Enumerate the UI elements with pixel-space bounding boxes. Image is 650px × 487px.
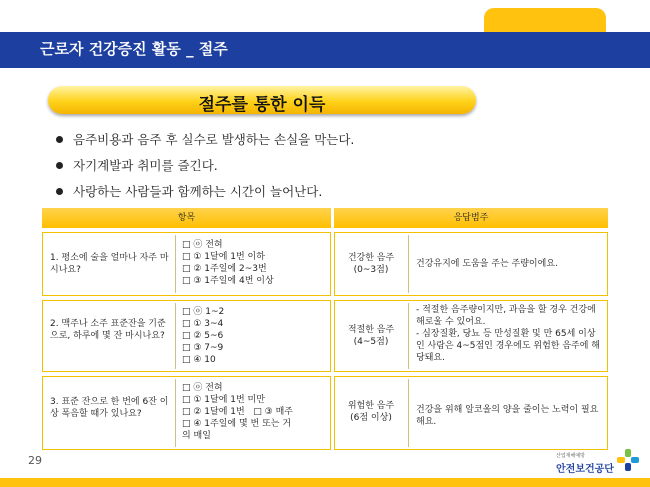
column-divider	[408, 379, 409, 447]
answer-options: □ ⓞ 전혀 □ ① 1달에 1번 미만 □ ② 1달에 1번 □ ③ 매주 □ ④ 1주일에 몇 번 또는 거 의 매일	[182, 383, 293, 441]
category-description: 건강을 위해 알코올의 양을 줄이는 노력이 필요해요.	[416, 405, 599, 427]
section-title: 절주를 통한 이득	[198, 95, 326, 115]
bullet-text: 자기계발과 취미를 즐긴다.	[73, 158, 218, 173]
column-divider	[408, 303, 409, 369]
page-number: 29	[28, 454, 42, 467]
logo-text: 안전보건공단	[556, 464, 614, 475]
category-label: 건강한 음주 (0~3점)	[347, 253, 395, 275]
answer-options: □ ⓞ 1~2 □ ① 3~4 □ ② 5~6 □ ③ 7~9 □ ④ 10	[182, 307, 225, 365]
bullet-dot-icon	[56, 136, 63, 143]
bullet-dot-icon	[56, 162, 63, 169]
category-description: 건강유지에 도움을 주는 주량이에요.	[416, 259, 558, 269]
table-header-items: 항목	[42, 208, 331, 228]
answer-options: □ ⓞ 전혀 □ ① 1달에 1번 이하 □ ② 1주일에 2~3번 □ ③ 1주일에 4번 이상	[182, 240, 274, 286]
category-label: 위험한 음주 (6점 이상)	[347, 401, 395, 423]
header-tab-accent	[484, 8, 606, 32]
question-text: 3. 표준 잔으로 한 번에 6잔 이상 폭음할 때가 있나요?	[50, 397, 169, 419]
page-title: 근로자 건강증진 활동 _ 절주	[40, 40, 228, 58]
bullet-item	[56, 182, 322, 200]
bullet-item	[56, 156, 218, 174]
footer-bar	[0, 478, 650, 487]
table-header-response: 응답범주	[334, 208, 608, 228]
bullet-dot-icon	[56, 188, 63, 195]
bullet-text: 사랑하는 사람들과 함께하는 시간이 늘어난다.	[73, 184, 323, 199]
bullet-item	[56, 130, 354, 148]
category-label: 적절한 음주 (4~5점)	[347, 325, 395, 347]
question-text: 2. 맥주나 소주 표준잔을 기준으로, 하루에 몇 잔 마시나요?	[50, 319, 166, 341]
column-divider	[175, 379, 176, 447]
category-description: - 적절한 음주량이지만, 과음을 할 경우 건강에 해로울 수 있어요. - 심장질환, 당뇨 등 만성질환 및 만 65세 이상인 사람은 4~5점인 경우에도 위험한 음주에 해당돼요.	[416, 305, 600, 363]
column-divider	[408, 235, 409, 293]
kosha-logo-icon	[616, 448, 640, 472]
column-divider	[175, 235, 176, 293]
logo-subtext: 산업재해예방	[556, 453, 585, 459]
column-divider	[175, 303, 176, 369]
bullet-text: 음주비용과 음주 후 실수로 발생하는 손실을 막는다.	[73, 132, 355, 147]
question-text: 1. 평소에 술을 얼마나 자주 마시나요?	[50, 253, 169, 275]
